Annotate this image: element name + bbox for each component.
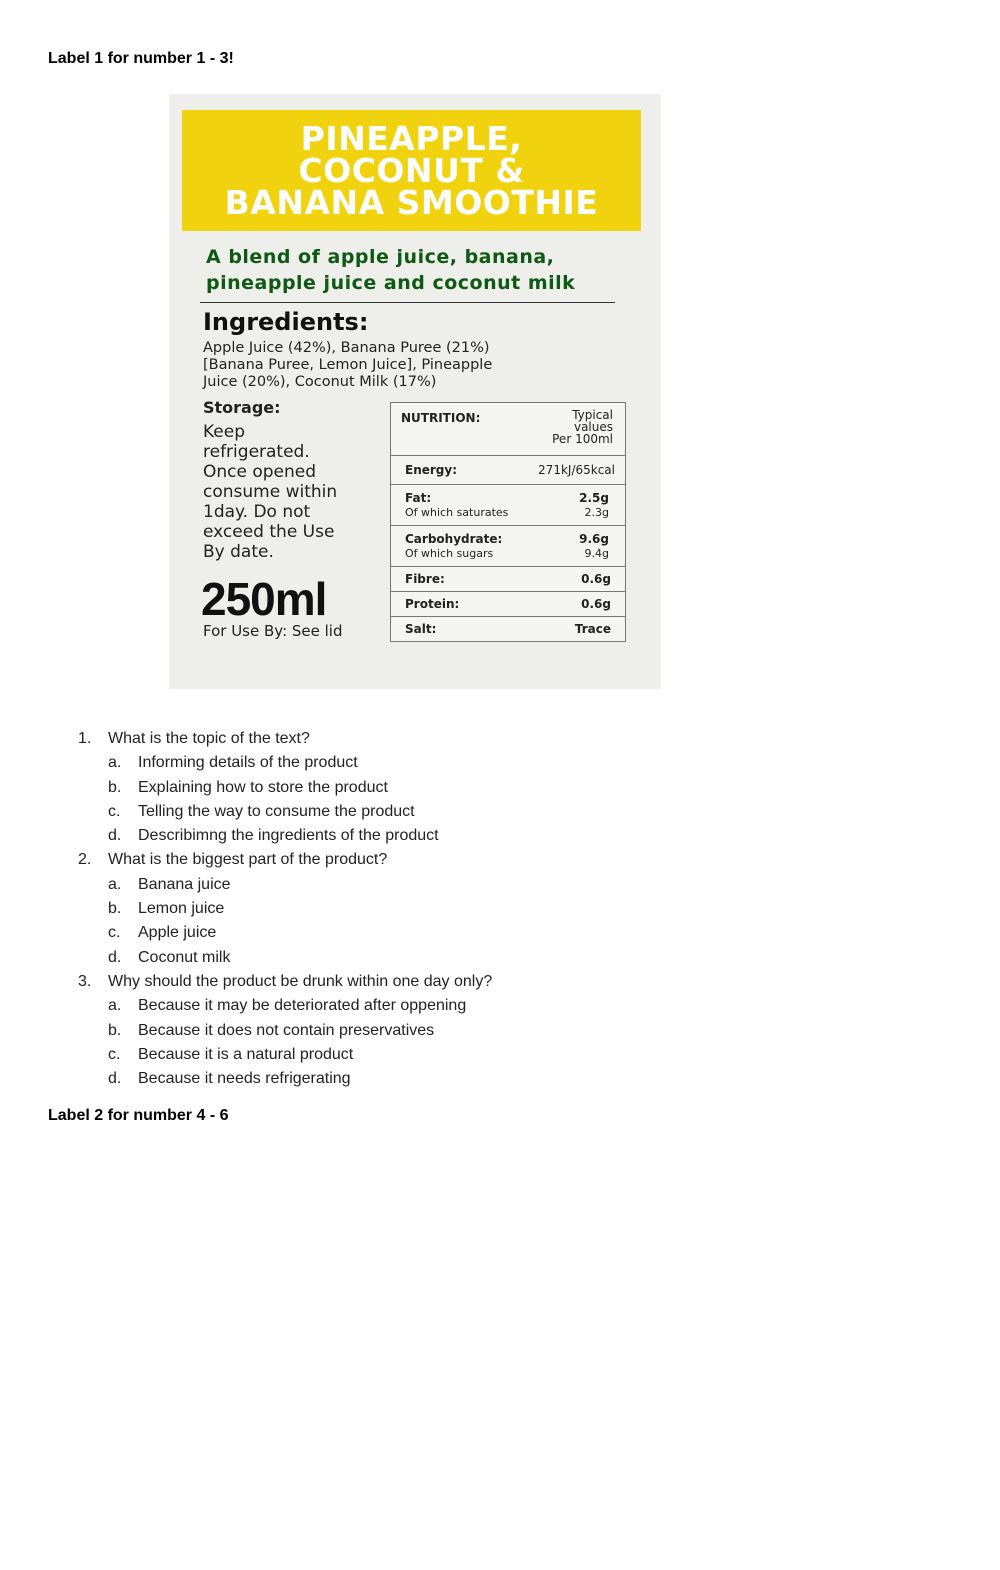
answer-option[interactable] (0, 1043, 1000, 1067)
storage-line: Once opened (203, 462, 317, 482)
label2-heading: Label 2 for number 4 - 6 (48, 1107, 229, 1124)
question-text: Why should the product be drunk within one day only? (108, 972, 493, 990)
protein-label: Protein: (405, 597, 460, 611)
product-title-line: PINEAPPLE, (300, 118, 523, 158)
salt-label: Salt: (405, 622, 437, 636)
option-text: Lemon juice (138, 900, 225, 918)
volume: 250ml (201, 573, 327, 625)
option-text: Because it may be deteriorated after oppening (138, 997, 467, 1015)
storage-title: Storage: (203, 398, 281, 417)
answer-option[interactable] (0, 824, 1000, 848)
answer-option[interactable] (0, 751, 1000, 775)
header-line: Per 100ml (552, 432, 613, 446)
storage-line: exceed the Use (203, 522, 335, 542)
answer-option[interactable] (0, 946, 1000, 970)
product-description (206, 244, 626, 296)
description-line: A blend of apple juice, banana, (206, 246, 555, 268)
option-letter: b. (108, 900, 122, 918)
answer-option[interactable] (0, 800, 1000, 824)
question-number: 1. (78, 730, 92, 747)
nutrition-row-carbohydrate (391, 525, 625, 566)
option-letter: b. (108, 1021, 122, 1039)
option-text: Because it does not contain preservatives (138, 1021, 435, 1039)
ingredients-line: Apple Juice (42%), Banana Puree (21%) (203, 340, 490, 356)
storage-line: refrigerated. (203, 442, 310, 462)
option-letter: c. (108, 924, 121, 942)
salt-value: Trace (574, 622, 611, 636)
option-letter: d. (108, 1070, 122, 1088)
answer-option[interactable] (0, 994, 1000, 1018)
carbohydrate-value: 9.6g (579, 532, 609, 546)
answer-option[interactable] (0, 873, 1000, 897)
question-text: What is the biggest part of the product? (108, 851, 388, 869)
ingredients-line: [Banana Puree, Lemon Juice], Pineapple (203, 357, 493, 373)
storage-line: Keep (203, 422, 246, 442)
question-item (0, 727, 1000, 751)
answer-option[interactable] (0, 1067, 1000, 1091)
option-text: Because it is a natural product (138, 1045, 354, 1063)
energy-value: 271kJ/65kcal (538, 463, 615, 477)
answer-option[interactable] (0, 1019, 1000, 1043)
option-letter: c. (108, 802, 121, 820)
header-line: values (573, 420, 613, 434)
option-letter: a. (108, 875, 122, 893)
fibre-value: 0.6g (581, 572, 611, 586)
option-text: Apple juice (138, 924, 217, 942)
storage-text (203, 422, 383, 562)
use-by: For Use By: See lid (203, 622, 343, 640)
energy-label: Energy: (405, 463, 458, 477)
ingredients-line: Juice (20%), Coconut Milk (17%) (203, 374, 437, 390)
header-line: Typical (572, 408, 613, 422)
storage-line: consume within (203, 482, 338, 502)
storage-line: By date. (203, 542, 274, 562)
option-text: Because it needs refrigerating (138, 1070, 351, 1088)
option-letter: b. (108, 778, 122, 796)
nutrition-row-fat (391, 484, 625, 525)
option-text: Banana juice (138, 875, 231, 893)
option-letter: c. (108, 1045, 121, 1063)
divider (200, 302, 615, 303)
option-letter: a. (108, 997, 122, 1015)
option-text: Coconut milk (138, 948, 231, 966)
saturates-value: 2.3g (584, 506, 609, 519)
nutrition-row-energy (391, 455, 625, 484)
question-item (0, 970, 1000, 994)
option-letter: d. (108, 827, 122, 845)
option-letter: a. (108, 754, 122, 772)
saturates-label: Of which saturates (405, 506, 509, 519)
ingredients-text (203, 340, 603, 391)
fat-label: Fat: (405, 491, 432, 505)
option-text: Describimng the ingredients of the product (138, 827, 439, 845)
answer-option[interactable] (0, 776, 1000, 800)
description-line: pineapple juice and coconut milk (206, 272, 576, 294)
answer-option[interactable] (0, 897, 1000, 921)
question-number: 2. (78, 851, 92, 869)
product-title-banner (182, 110, 641, 231)
option-text: Telling the way to consume the product (138, 802, 415, 820)
option-text: Explaining how to store the product (138, 778, 388, 796)
nutrition-header (391, 403, 625, 455)
nutrition-table (390, 402, 626, 642)
nutrition-row-fibre (391, 566, 625, 591)
product-label-image (169, 94, 661, 689)
product-title-line: COCONUT & (298, 150, 525, 190)
product-title-line: BANANA SMOOTHIE (224, 182, 599, 222)
fat-value: 2.5g (579, 491, 609, 505)
question-list (0, 727, 1000, 1091)
nutrition-header-values (493, 409, 613, 445)
nutrition-header-label: NUTRITION: (401, 411, 481, 425)
ingredients-title: Ingredients: (203, 308, 369, 336)
carbohydrate-label: Carbohydrate: (405, 532, 503, 546)
label1-heading: Label 1 for number 1 - 3! (48, 50, 234, 67)
option-letter: d. (108, 948, 122, 966)
nutrition-row-protein (391, 591, 625, 616)
fibre-label: Fibre: (405, 572, 445, 586)
protein-value: 0.6g (581, 597, 611, 611)
sugars-label: Of which sugars (405, 547, 494, 560)
question-text: What is the topic of the text? (108, 730, 310, 747)
nutrition-row-salt (391, 616, 625, 641)
answer-option[interactable] (0, 921, 1000, 945)
storage-line: 1day. Do not (203, 502, 311, 522)
sugars-value: 9.4g (584, 547, 609, 560)
option-text: Informing details of the product (138, 754, 358, 772)
question-number: 3. (78, 972, 92, 990)
question-item (0, 848, 1000, 872)
